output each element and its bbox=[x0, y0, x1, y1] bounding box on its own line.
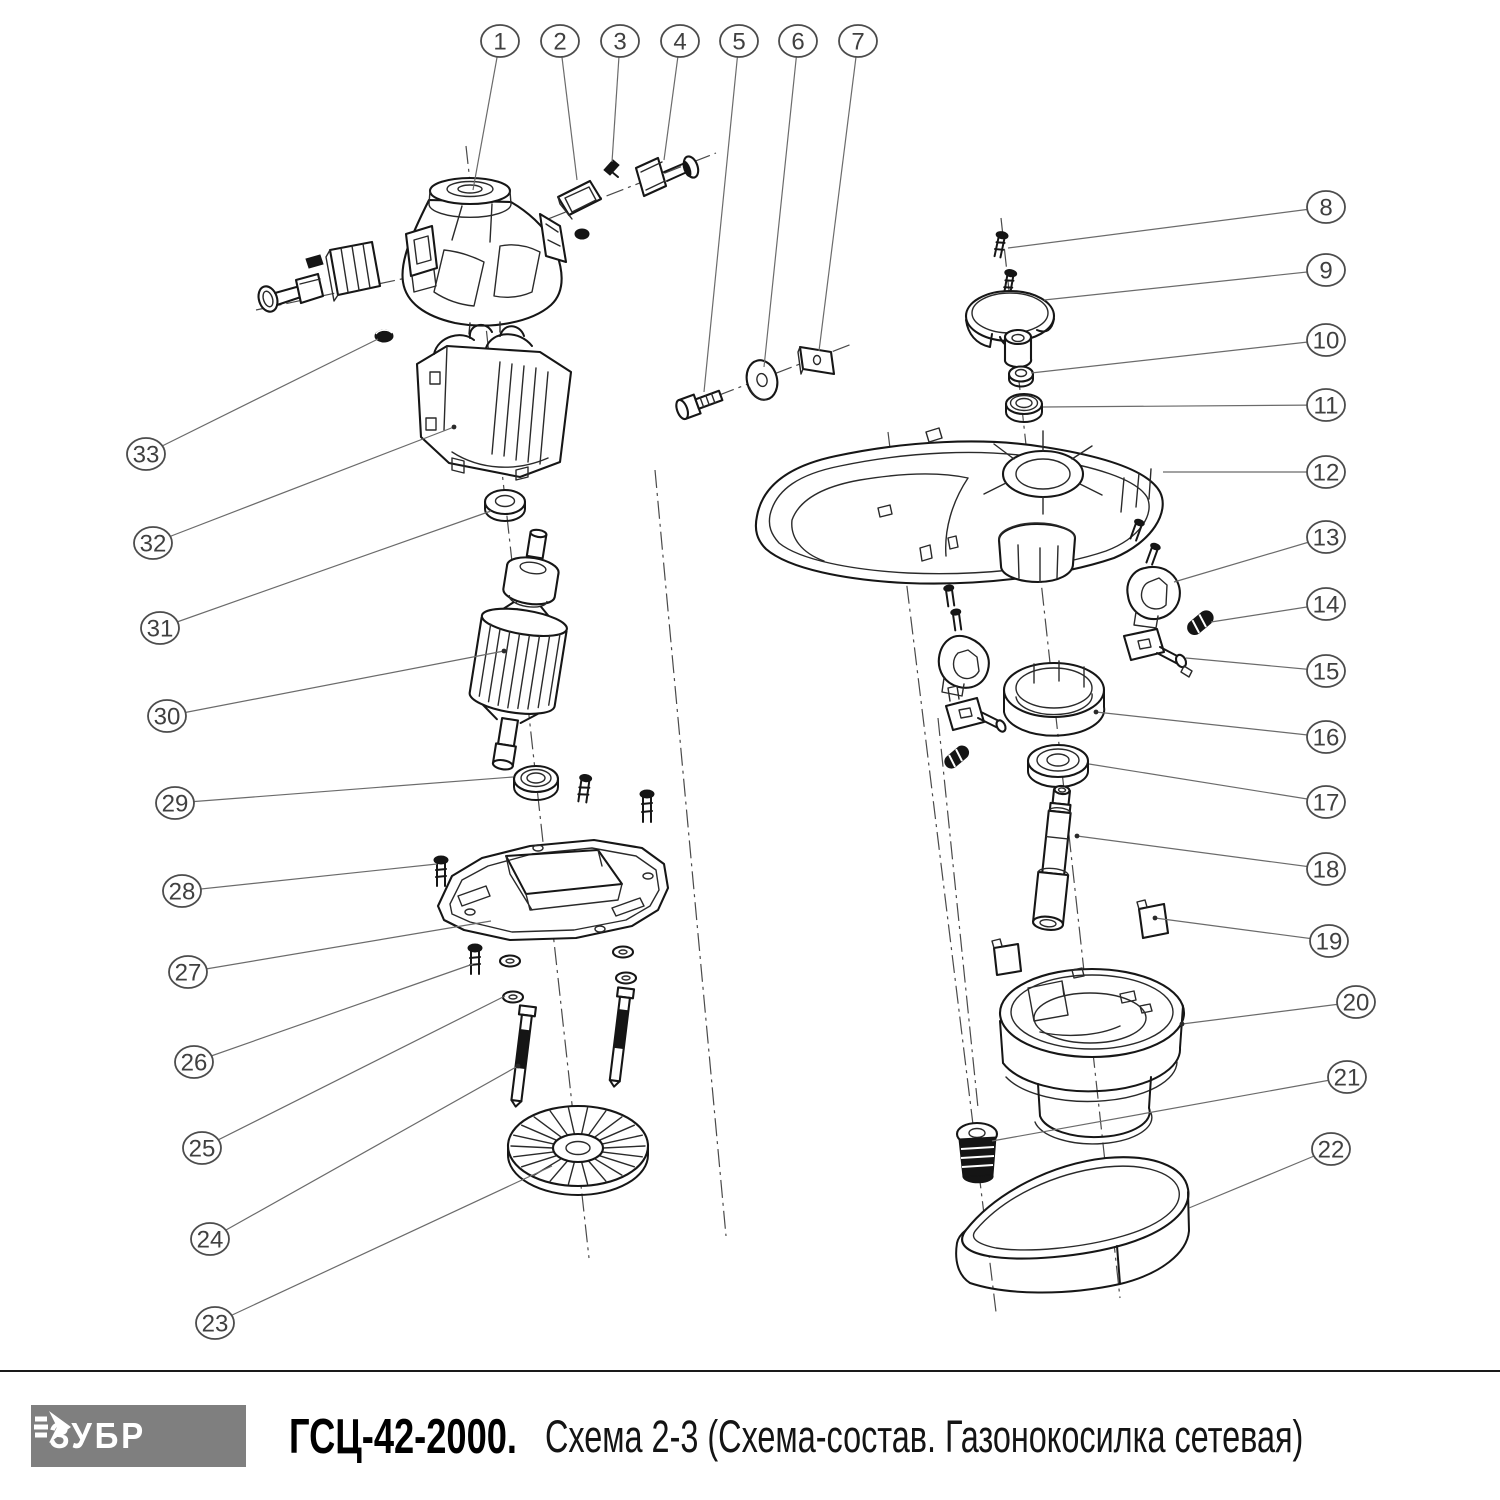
callout-14-number: 14 bbox=[1312, 591, 1340, 619]
part-ring-10 bbox=[1009, 367, 1033, 387]
callout-3-number: 3 bbox=[613, 28, 627, 56]
callout-2-leader bbox=[560, 41, 577, 180]
callout-3-leader bbox=[612, 41, 620, 162]
callout-24-dot bbox=[516, 1064, 521, 1069]
part-brush-cap-2 bbox=[558, 181, 601, 219]
callout-16-dot bbox=[1094, 710, 1099, 715]
callout-21-number: 21 bbox=[1333, 1064, 1361, 1092]
part-plate-7 bbox=[798, 347, 834, 374]
callout-10-leader bbox=[1031, 340, 1326, 373]
callout-10-number: 10 bbox=[1312, 327, 1340, 355]
part-screws-cam-left bbox=[943, 584, 963, 630]
callout-6-number: 6 bbox=[791, 28, 805, 56]
part-screw-base-right bbox=[640, 790, 654, 822]
callout-5 bbox=[704, 25, 758, 392]
part-brush-4 bbox=[636, 154, 701, 196]
callout-15-number: 15 bbox=[1312, 658, 1340, 686]
callout-31-number: 31 bbox=[146, 615, 174, 643]
callout-18-leader bbox=[1077, 836, 1326, 869]
callout-24 bbox=[188, 1064, 520, 1255]
part-bearing-11 bbox=[1006, 394, 1042, 422]
callout-20-leader bbox=[1182, 1002, 1356, 1024]
part-screw-28 bbox=[434, 856, 448, 886]
callout-32-number: 32 bbox=[139, 530, 167, 558]
callout-9-leader bbox=[1044, 270, 1326, 300]
callout-32-leader bbox=[153, 427, 454, 543]
callout-15-leader bbox=[1186, 658, 1326, 671]
callout-32-dot bbox=[452, 425, 457, 430]
callout-17-leader bbox=[1089, 764, 1326, 802]
callout-11-number: 11 bbox=[1313, 392, 1339, 420]
part-screw-8 bbox=[992, 231, 1009, 258]
part-shaft-18 bbox=[1032, 784, 1077, 931]
callout-29 bbox=[156, 777, 513, 819]
part-bearing-31 bbox=[485, 490, 525, 521]
part-bolt-5 bbox=[674, 386, 724, 421]
callout-16-number: 16 bbox=[1312, 724, 1340, 752]
callout-28-number: 28 bbox=[168, 878, 196, 906]
part-spring-14 bbox=[1185, 608, 1216, 637]
part-screw-26 bbox=[468, 944, 482, 974]
part-washers-25 bbox=[500, 947, 636, 1003]
part-lever-15 bbox=[1124, 629, 1192, 677]
callout-16 bbox=[1094, 710, 1345, 753]
callout-22 bbox=[1189, 1133, 1350, 1208]
callout-21 bbox=[992, 1061, 1366, 1141]
part-stator-32 bbox=[417, 325, 571, 480]
callout-4-number: 4 bbox=[673, 28, 687, 56]
callout-18-dot bbox=[1075, 834, 1080, 839]
callout-8-number: 8 bbox=[1319, 194, 1333, 222]
callout-33 bbox=[127, 339, 378, 470]
part-washer-6 bbox=[743, 357, 782, 403]
part-motor-base-27 bbox=[438, 840, 668, 940]
callout-25-leader bbox=[202, 996, 505, 1148]
callouts-layer bbox=[127, 25, 1375, 1339]
callout-19-number: 19 bbox=[1315, 928, 1343, 956]
callout-16-leader bbox=[1096, 712, 1326, 737]
callout-17-number: 17 bbox=[1312, 789, 1340, 817]
callout-18 bbox=[1075, 834, 1345, 885]
part-cam-left bbox=[939, 636, 989, 696]
callout-1-number: 1 bbox=[493, 28, 507, 56]
callout-33-number: 33 bbox=[132, 441, 160, 469]
callout-27-number: 27 bbox=[174, 959, 202, 987]
callout-3 bbox=[601, 25, 639, 162]
callout-31 bbox=[141, 511, 491, 644]
callout-7-number: 7 bbox=[851, 28, 865, 56]
callout-18-number: 18 bbox=[1312, 856, 1340, 884]
callout-30-dot bbox=[502, 649, 507, 654]
callout-9-number: 9 bbox=[1319, 257, 1333, 285]
callout-19-leader bbox=[1155, 918, 1329, 941]
callout-27 bbox=[169, 921, 491, 988]
part-screw-retainer bbox=[576, 774, 592, 803]
part-bolt-24-left bbox=[508, 1005, 536, 1107]
callout-28 bbox=[163, 864, 437, 907]
part-nut-33 bbox=[375, 330, 393, 342]
schema-subtitle: Схема 2-3 (Схема-состав. Газонокосилка сетевая) bbox=[545, 1411, 1304, 1462]
callout-7 bbox=[819, 25, 877, 351]
part-rotor-30 bbox=[459, 523, 582, 775]
callout-25-number: 25 bbox=[188, 1135, 216, 1163]
callout-22-leader bbox=[1189, 1149, 1331, 1208]
callout-23 bbox=[196, 1166, 552, 1339]
callout-8-leader bbox=[1008, 207, 1326, 248]
callout-2 bbox=[541, 25, 579, 180]
callout-20-dot bbox=[1180, 1022, 1185, 1027]
part-bolt-24-right bbox=[606, 987, 634, 1087]
callout-27-leader bbox=[188, 921, 491, 972]
part-bracket-left bbox=[946, 686, 1007, 733]
part-plate-19-left bbox=[992, 939, 1021, 975]
part-bushing-21 bbox=[957, 1123, 997, 1183]
callout-11 bbox=[1043, 389, 1345, 421]
callout-24-number: 24 bbox=[196, 1226, 224, 1254]
callout-23-number: 23 bbox=[201, 1310, 229, 1338]
part-screw-3 bbox=[604, 160, 619, 177]
callout-12 bbox=[1163, 456, 1345, 488]
callout-30-leader bbox=[167, 651, 504, 716]
callout-14 bbox=[1211, 588, 1345, 622]
callout-19 bbox=[1153, 916, 1348, 957]
callout-12-number: 12 bbox=[1312, 459, 1340, 487]
brand-logo bbox=[31, 1405, 246, 1467]
callout-26-leader bbox=[194, 964, 473, 1062]
part-spring-left bbox=[942, 743, 971, 770]
callout-29-number: 29 bbox=[161, 790, 189, 818]
part-brush-assembly-left bbox=[255, 242, 380, 314]
callout-26 bbox=[175, 964, 473, 1078]
callout-6-leader bbox=[764, 41, 798, 367]
callout-29-leader bbox=[175, 777, 513, 803]
callout-9 bbox=[1044, 254, 1345, 300]
callout-20-number: 20 bbox=[1342, 989, 1370, 1017]
callout-30-number: 30 bbox=[153, 703, 181, 731]
callout-31-leader bbox=[160, 511, 491, 628]
callout-13 bbox=[1174, 521, 1345, 582]
brand-logo-text: ЗУБР bbox=[49, 1415, 147, 1456]
callout-11-leader bbox=[1043, 405, 1326, 407]
part-deck-12 bbox=[756, 428, 1163, 584]
callout-5-number: 5 bbox=[732, 28, 746, 56]
part-ring-16 bbox=[1004, 661, 1104, 736]
callout-33-leader bbox=[146, 339, 378, 454]
part-bearing-29 bbox=[514, 766, 558, 800]
part-bowl-20 bbox=[1000, 968, 1184, 1144]
callout-8 bbox=[1008, 191, 1345, 248]
callout-20 bbox=[1180, 986, 1375, 1026]
model-title: ГСЦ-42-2000. bbox=[289, 1410, 517, 1464]
callout-32 bbox=[134, 425, 456, 559]
footer-divider bbox=[0, 1370, 1500, 1372]
callout-28-leader bbox=[182, 864, 437, 891]
callout-7-leader bbox=[819, 41, 858, 351]
callout-19-dot bbox=[1153, 916, 1158, 921]
callout-22-number: 22 bbox=[1317, 1136, 1345, 1164]
callout-5-leader bbox=[704, 41, 739, 392]
callout-1 bbox=[473, 25, 519, 190]
part-bearing-17 bbox=[1028, 745, 1088, 787]
callout-17 bbox=[1089, 764, 1345, 818]
callout-26-number: 26 bbox=[180, 1049, 208, 1077]
callout-24-leader bbox=[210, 1066, 518, 1239]
part-fan-23 bbox=[508, 1106, 648, 1195]
callout-25 bbox=[180, 996, 505, 1164]
callout-13-leader bbox=[1174, 537, 1326, 582]
callout-1-leader bbox=[473, 41, 500, 190]
callout-2-number: 2 bbox=[553, 28, 567, 56]
callout-6 bbox=[764, 25, 817, 367]
callout-15 bbox=[1186, 655, 1345, 687]
callout-10 bbox=[1031, 324, 1345, 373]
callout-4-leader bbox=[664, 41, 680, 160]
part-knob-9 bbox=[966, 291, 1054, 367]
callout-23-leader bbox=[215, 1166, 552, 1323]
callout-4 bbox=[661, 25, 699, 160]
callout-30 bbox=[148, 649, 506, 732]
part-cam-13 bbox=[1127, 567, 1179, 628]
callout-13-number: 13 bbox=[1312, 524, 1340, 552]
